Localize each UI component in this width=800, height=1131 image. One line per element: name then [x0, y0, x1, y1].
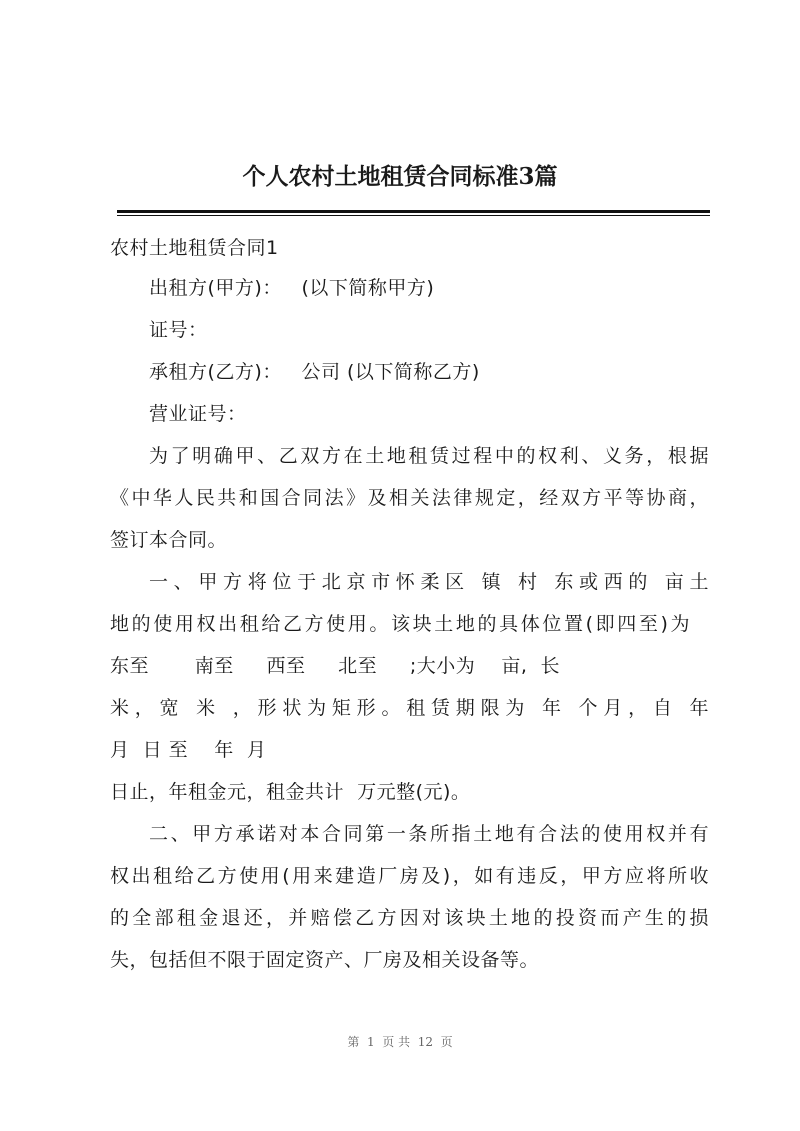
page-footer: 第 1 页 共 12 页 [347, 1035, 453, 1049]
lessor-id-line: 证号： [149, 319, 208, 341]
section-heading: 农村土地租赁合同1 [110, 237, 279, 259]
paragraph-line: 失，包括但不限于固定资产、厂房及相关设备等。 [110, 949, 540, 971]
paragraph-line: 为了明确甲、乙双方在土地租赁过程中的权利、义务，根据 [149, 445, 709, 467]
paragraph-line: 二、甲方承诺对本合同第一条所指土地有合法的使用权并有 [149, 823, 709, 845]
paragraph-line: 的全部租金退还，并赔偿乙方因对该块土地的投资而产生的损 [110, 907, 709, 929]
paragraph-line: 《中华人民共和国合同法》及相关法律规定，经双方平等协商， [110, 487, 709, 509]
title-rule-thin [117, 215, 710, 216]
lessor-line: 出租方(甲方)： (以下简称甲方) [149, 277, 435, 299]
business-license-line: 营业证号： [149, 403, 247, 425]
paragraph-line: 月 日 至 年 月 [110, 739, 267, 761]
paragraph-line: 地的使用权出租给乙方使用。该块土地的具体位置(即四至)为 [110, 613, 690, 635]
paragraph-line: 签订本合同。 [110, 529, 228, 551]
paragraph-line: 东至 南至 西至 北至 ;大小为 亩, 长 [110, 655, 561, 677]
title-rule-thick [117, 210, 710, 213]
paragraph-line: 权出租给乙方使用(用来建造厂房及)，如有违反，甲方应将所收 [110, 865, 709, 887]
paragraph-line: 一、甲方将位于北京市怀柔区 镇 村 东或西的 亩土 [149, 571, 709, 593]
paragraph-line: 日止，年租金元，租金共计 万元整(元)。 [110, 781, 471, 803]
paragraph-line: 米，宽 米 ，形状为矩形。租赁期限为 年 个月，自 年 [110, 697, 709, 719]
lessee-line: 承租方(乙方)： 公司 (以下简称乙方) [149, 361, 480, 383]
document-title: 个人农村土地租赁合同标准3篇 [242, 163, 558, 190]
